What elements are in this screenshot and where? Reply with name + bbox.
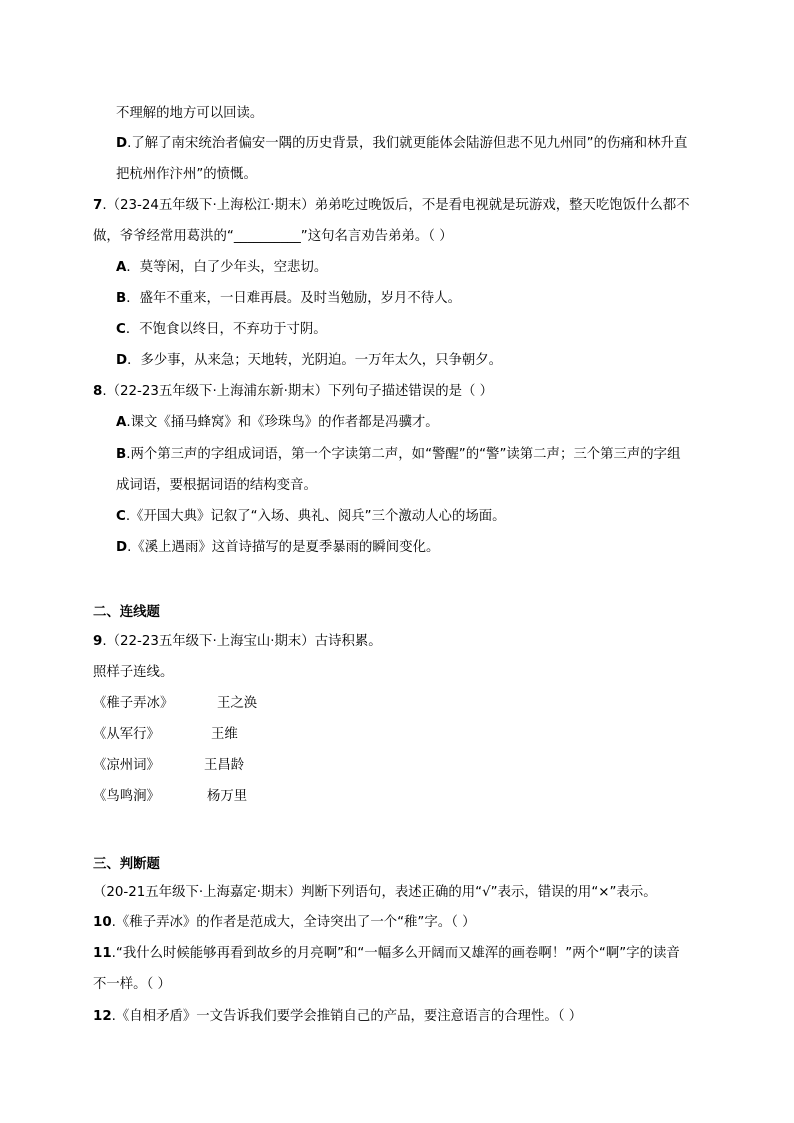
- option-text: .课文《捅马蜂窝》和《珍珠鸟》的作者都是冯骥才。: [126, 415, 439, 430]
- q6-option-d: [116, 135, 687, 153]
- section-2-heading: 二、连线题: [93, 605, 160, 620]
- poet-name: 王昌龄: [204, 758, 245, 773]
- q11-number: 11: [93, 946, 112, 961]
- q6-option-d-text: .了解了南宋统治者偏安一隅的历史背景，我们就更能体会陆游但悲不见九州同”的伤痛和林升直: [127, 136, 688, 151]
- q7-stem: [93, 197, 690, 215]
- poem-title: 《凉州词》: [93, 758, 160, 773]
- poet-name: 王之涣: [217, 696, 258, 711]
- q7-option-c: [116, 321, 327, 339]
- section-3-heading: 三、判断题: [93, 857, 160, 872]
- q8-stem-text: .（22-23五年级下·上海浦东新·期末）下列句子描述错误的是（ ）: [102, 384, 494, 399]
- q8-option-c: [116, 508, 506, 526]
- q8-option-b: [116, 446, 680, 464]
- q11-text: .“我什么时候能够再看到故乡的月亮啊”和“一幅多么开阔而又雄浑的画卷啊！”两个“啊”字的读音: [111, 946, 680, 961]
- option-label: C: [116, 509, 126, 524]
- poet-name: 王维: [211, 727, 238, 742]
- q11-text-2: 不一样。（ ）: [93, 977, 171, 992]
- q10: [93, 914, 475, 932]
- poem-title: 《从军行》: [93, 727, 160, 742]
- option-text: .《开国大典》记叙了“入场、典礼、阅兵”三个激动人心的场面。: [125, 509, 506, 524]
- q10-text: .《稚子弄冰》的作者是范成大，全诗突出了一个“稚”字。（ ）: [111, 915, 476, 930]
- option-text: ．多少事，从来急；天地转，光阴迫。一万年太久，只争朝夕。: [127, 353, 503, 368]
- option-text: ．不饱食以终日，不弃功于寸阴。: [125, 322, 327, 337]
- q11: [93, 945, 680, 963]
- option-label: C: [116, 322, 126, 337]
- q11-cont: [93, 976, 171, 994]
- q7-option-d: [116, 352, 502, 370]
- q7-option-b: [116, 290, 461, 308]
- option-text: .《溪上遇雨》这首诗描写的是夏季暴雨的瞬间变化。: [127, 540, 440, 555]
- q8-option-b-cont: [116, 477, 317, 495]
- q8-option-d: [116, 539, 439, 557]
- q6-line1: 不理解的地方可以回读。: [116, 106, 264, 121]
- option-text: 成词语，要根据词语的结构变音。: [116, 478, 317, 493]
- section-3-intro: （20-21五年级下·上海嘉定·期末）判断下列语句，表述正确的用“√”表示，错误的用“×”表示。: [93, 885, 657, 900]
- option-text: ．莫等闲，白了少年头，空悲切。: [126, 260, 328, 275]
- option-text: ．盛年不重来，一日难再晨。及时当勉励，岁月不待人。: [126, 291, 461, 306]
- q6-continuation: [116, 105, 263, 123]
- q8-number: 8: [93, 384, 103, 399]
- option-label: A: [116, 260, 127, 275]
- q7-option-a: [116, 259, 327, 277]
- q8-option-a: [116, 414, 439, 432]
- q9-number: 9: [93, 634, 103, 649]
- option-label: D: [116, 540, 128, 555]
- poem-title: 《稚子弄冰》: [93, 696, 174, 711]
- q7-stem-text: .（23-24五年级下·上海松江·期末）弟弟吃过晚饭后，不是看电视就是玩游戏，整天吃饱饭什么都不: [102, 198, 690, 213]
- q12: [93, 1008, 582, 1026]
- poem-title: 《鸟鸣涧》: [93, 789, 160, 804]
- q6-option-d-cont: [116, 166, 257, 184]
- q10-number: 10: [93, 915, 112, 930]
- q12-text: .《自相矛盾》一文告诉我们要学会推销自己的产品，要注意语言的合理性。（ ）: [111, 1009, 583, 1024]
- q9-instruction: 照样子连线。: [93, 665, 174, 680]
- q9-stem-text: .（22-23五年级下·上海宝山·期末）古诗积累。: [102, 634, 382, 649]
- poet-name: 杨万里: [207, 789, 248, 804]
- option-label: D: [116, 353, 128, 368]
- q8-stem: [93, 383, 493, 401]
- option-label: B: [116, 291, 127, 306]
- q6-option-d-label: D: [116, 136, 128, 151]
- q7-stem-text-2: 做，爷爷经常用葛洪的“__________”这句名言劝告弟弟。（ ）: [93, 229, 453, 244]
- option-label: A: [116, 415, 127, 430]
- q6-option-d-text-2: 把杭州作汴州”的愤慨。: [116, 167, 257, 182]
- q7-stem-cont: [93, 228, 453, 246]
- q7-number: 7: [93, 198, 103, 213]
- option-label: B: [116, 447, 127, 462]
- q9-stem: [93, 633, 382, 651]
- q12-number: 12: [93, 1009, 112, 1024]
- option-text: .两个第三声的字组成词语，第一个字读第二声，如“警醒”的“警”读第二声；三个第三声的字组: [126, 447, 681, 462]
